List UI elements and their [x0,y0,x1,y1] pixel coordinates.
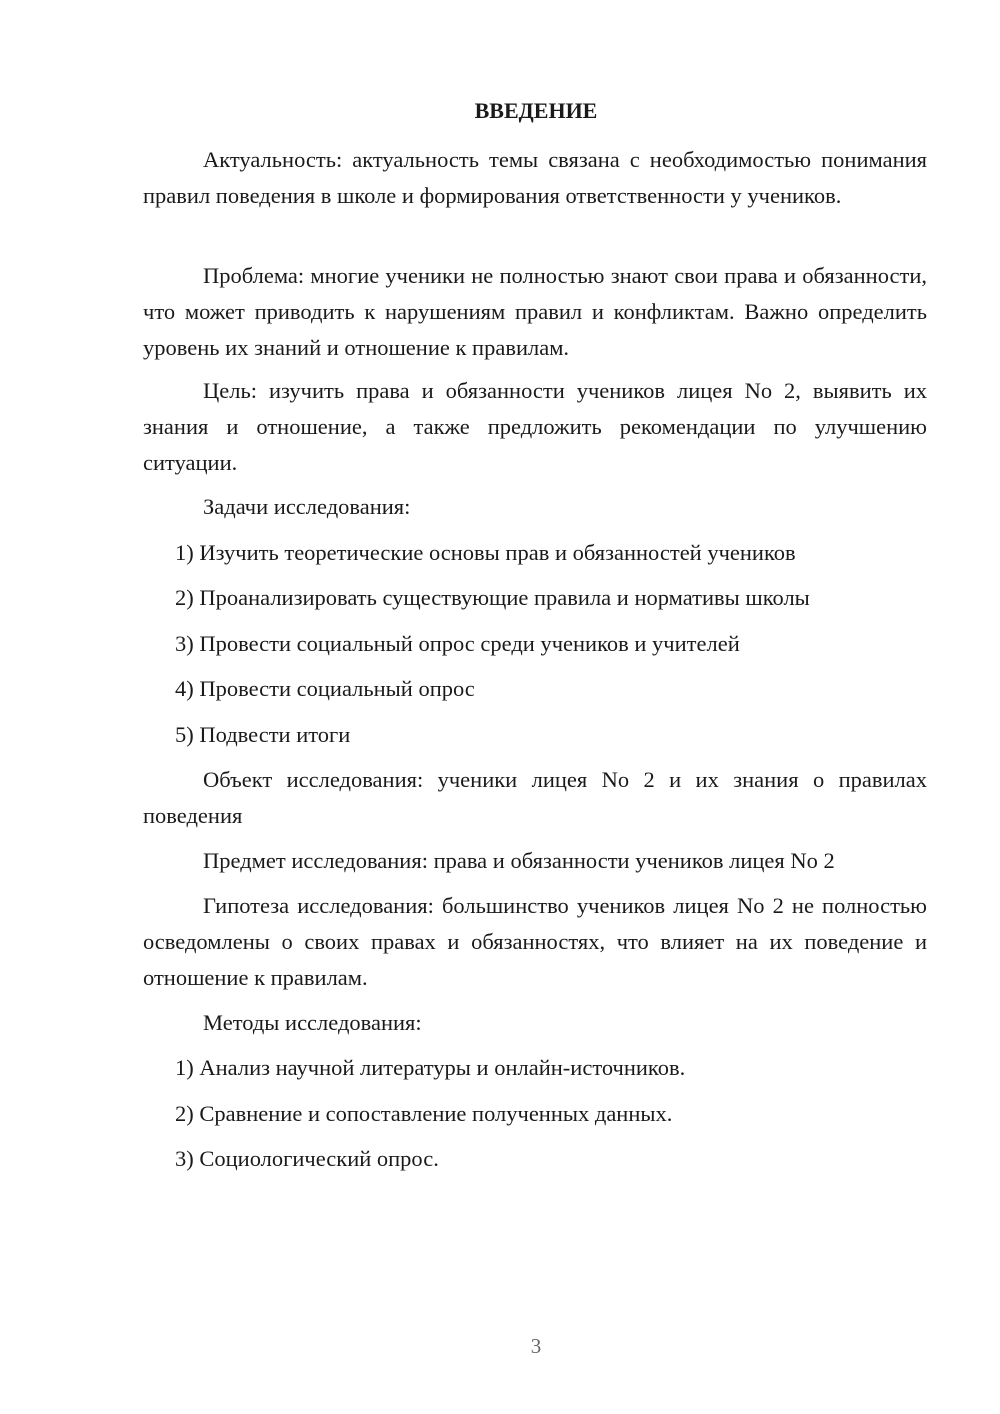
task-item: 1) Изучить теоретические основы прав и обязанностей учеников [175,540,796,565]
page-number: 3 [530,1334,542,1358]
goal-paragraph: Цель: изучить права и обязанности учеников лицея No 2, выявить их знания и отношение, а также предложить рекомендации по улучшению ситуации. [143,378,927,475]
task-item: 5) Подвести итоги [175,722,351,747]
tasks-heading: Задачи исследования: [203,494,411,519]
task-item: 2) Проанализировать существующие правила и нормативы школы [175,585,810,610]
task-item: 3) Провести социальный опрос среди учеников и учителей [175,631,740,656]
object-paragraph: Объект исследования: ученики лицея No 2 и их знания о правилах поведения [143,767,927,828]
hypothesis-paragraph: Гипотеза исследования: большинство учеников лицея No 2 не полностью осведомлены о своих правах и обязанностях, что влияет на их поведение и отношение к правилам. [143,893,927,990]
method-item: 1) Анализ научной литературы и онлайн-источников. [175,1055,686,1080]
page-title: ВВЕДЕНИЕ [474,98,598,123]
subject-paragraph: Предмет исследования: права и обязанности учеников лицея No 2 [203,848,835,873]
method-item: 3) Социологический опрос. [175,1146,439,1171]
methods-heading: Методы исследования: [203,1010,422,1035]
method-item: 2) Сравнение и сопоставление полученных данных. [175,1101,673,1126]
problem-paragraph: Проблема: многие ученики не полностью знают свои права и обязанности, что может приводить к нарушениям правил и конфликтам. Важно определить уровень их знаний и отношение к правилам. [143,263,927,360]
task-item: 4) Провести социальный опрос [175,676,475,701]
relevance-paragraph: Актуальность: актуальность темы связана с необходимостью понимания правил поведения в школе и формирования ответственности у учеников. [143,147,927,208]
